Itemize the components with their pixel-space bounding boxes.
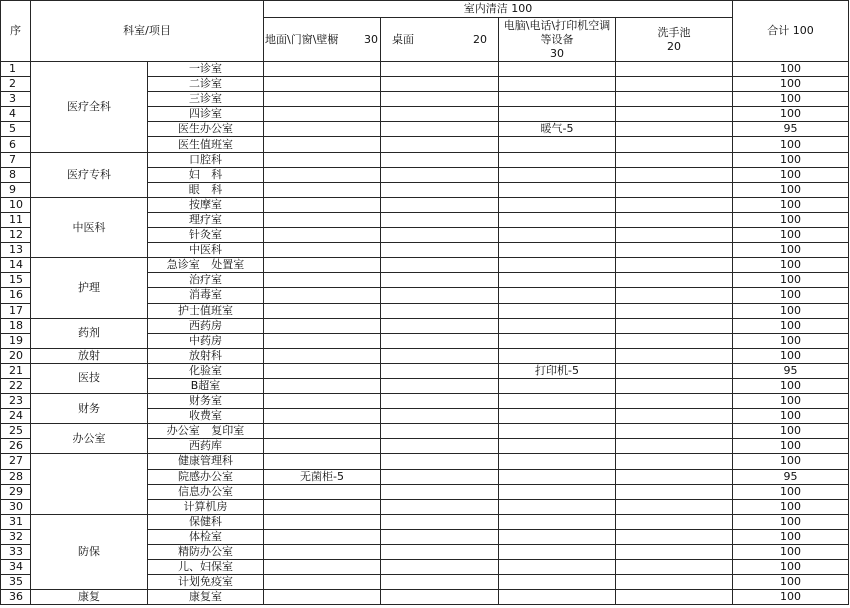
table-row [1,318,849,333]
total-score-cell: 100 [733,545,849,560]
total-score-cell: 95 [733,363,849,378]
desk-score-cell [381,424,499,439]
row-number-cell: 15 [1,273,31,288]
floor-door-cabinet-label: 地面\门窗\壁橱 [265,32,339,46]
room-cell: 理疗室 [148,212,264,227]
floor-door-cabinet-score-cell [264,152,381,167]
department-cell: 医疗全科 [31,62,148,153]
sink-score-cell [616,424,733,439]
sink-score-cell [616,545,733,560]
room-cell: 中医科 [148,243,264,258]
floor-door-cabinet-score-cell [264,318,381,333]
room-cell: 信息办公室 [148,484,264,499]
room-cell: 急诊室 处置室 [148,258,264,273]
floor-door-cabinet-score-cell [264,575,381,590]
desk-score-cell [381,243,499,258]
row-number-cell: 16 [1,288,31,303]
desk-score-cell [381,394,499,409]
total-score-cell: 100 [733,107,849,122]
desk-score-cell [381,152,499,167]
sink-header [616,18,733,62]
room-cell: 收费室 [148,409,264,424]
equipment-score-cell [499,107,616,122]
room-cell: 治疗室 [148,273,264,288]
sink-score-cell [616,167,733,182]
sink-score-cell [616,152,733,167]
equipment-header [499,18,616,62]
dept-item-header: 科室/项目 [31,1,264,62]
sink-score-cell [616,514,733,529]
floor-door-cabinet-score-cell [264,92,381,107]
room-cell: 放射科 [148,348,264,363]
sink-score-cell [616,303,733,318]
equipment-score-cell [499,545,616,560]
table-row [1,348,849,363]
equipment-points: 30 [550,46,564,60]
desk-header [381,18,499,62]
room-cell: 口腔科 [148,152,264,167]
row-number-cell: 27 [1,454,31,469]
total-score-cell: 100 [733,258,849,273]
desk-header-content [381,33,498,47]
row-number-cell: 30 [1,499,31,514]
desk-points: 20 [473,32,487,46]
desk-score-cell [381,409,499,424]
total-score-cell: 100 [733,182,849,197]
equipment-score-cell [499,318,616,333]
floor-door-cabinet-score-cell [264,197,381,212]
room-cell: 健康管理科 [148,454,264,469]
row-number-cell: 9 [1,182,31,197]
department-cell: 防保 [31,514,148,589]
equipment-score-cell [499,258,616,273]
equipment-score-cell [499,590,616,605]
total-score-cell: 100 [733,197,849,212]
table-header [1,1,849,62]
floor-door-cabinet-score-cell [264,514,381,529]
desk-score-cell [381,77,499,92]
desk-score-cell [381,378,499,393]
total-score-cell: 100 [733,394,849,409]
equipment-score-cell [499,228,616,243]
sink-score-cell [616,62,733,77]
sink-score-cell [616,409,733,424]
department-cell: 医技 [31,363,148,393]
desk-score-cell [381,514,499,529]
sink-score-cell [616,92,733,107]
sink-score-cell [616,212,733,227]
equipment-score-cell [499,212,616,227]
desk-score-cell [381,197,499,212]
floor-door-cabinet-score-cell [264,499,381,514]
row-number-cell: 5 [1,122,31,137]
department-cell: 财务 [31,394,148,424]
desk-score-cell [381,454,499,469]
floor-door-cabinet-score-cell [264,137,381,152]
room-cell: 计划免疫室 [148,575,264,590]
sink-score-cell [616,484,733,499]
row-number-cell: 6 [1,137,31,152]
total-score-cell: 100 [733,484,849,499]
desk-score-cell [381,228,499,243]
total-score-cell: 95 [733,469,849,484]
floor-door-cabinet-score-cell [264,62,381,77]
sink-score-cell [616,575,733,590]
room-cell: 三诊室 [148,92,264,107]
row-number-cell: 29 [1,484,31,499]
floor-door-cabinet-score-cell: 无菌柜-5 [264,469,381,484]
equipment-label: 电脑\电话\打印机空调 等设备 [503,18,611,46]
row-number-cell: 35 [1,575,31,590]
room-cell: 医生值班室 [148,137,264,152]
desk-score-cell [381,167,499,182]
equipment-score-cell [499,499,616,514]
department-cell [31,454,148,514]
row-number-cell: 20 [1,348,31,363]
row-number-cell: 22 [1,378,31,393]
total-score-cell: 100 [733,77,849,92]
equipment-score-cell [499,469,616,484]
row-number-cell: 12 [1,228,31,243]
room-cell: 护士值班室 [148,303,264,318]
floor-door-cabinet-score-cell [264,288,381,303]
sink-score-cell [616,560,733,575]
sink-score-cell [616,529,733,544]
equipment-score-cell [499,197,616,212]
room-cell: 计算机房 [148,499,264,514]
total-score-cell: 100 [733,167,849,182]
room-cell: 眼 科 [148,182,264,197]
row-number-cell: 24 [1,409,31,424]
table-row [1,454,849,469]
sink-score-cell [616,122,733,137]
total-score-cell: 100 [733,575,849,590]
desk-score-cell [381,348,499,363]
equipment-score-cell [499,62,616,77]
equipment-score-cell [499,288,616,303]
total-score-cell: 100 [733,288,849,303]
row-number-cell: 25 [1,424,31,439]
floor-door-cabinet-score-cell [264,107,381,122]
equipment-score-cell [499,273,616,288]
equipment-score-cell [499,243,616,258]
row-number-cell: 26 [1,439,31,454]
sink-score-cell [616,439,733,454]
sink-score-cell [616,318,733,333]
sink-score-cell [616,77,733,92]
floor-door-cabinet-score-cell [264,378,381,393]
department-cell: 办公室 [31,424,148,454]
total-score-cell: 100 [733,152,849,167]
equipment-score-cell: 暖气-5 [499,122,616,137]
sink-score-cell [616,333,733,348]
floor-door-cabinet-score-cell [264,228,381,243]
floor-door-cabinet-score-cell [264,590,381,605]
total-score-cell: 100 [733,499,849,514]
table-row [1,590,849,605]
floor-door-cabinet-header [264,18,381,62]
sink-score-cell [616,378,733,393]
floor-door-cabinet-score-cell [264,333,381,348]
floor-door-cabinet-score-cell [264,529,381,544]
row-number-cell: 8 [1,167,31,182]
total-score-cell: 100 [733,454,849,469]
room-cell: 按摩室 [148,197,264,212]
total-score-cell: 100 [733,590,849,605]
floor-door-cabinet-score-cell [264,303,381,318]
room-cell: 保健科 [148,514,264,529]
floor-door-cabinet-score-cell [264,258,381,273]
department-cell: 放射 [31,348,148,363]
desk-score-cell [381,590,499,605]
total-score-cell: 95 [733,122,849,137]
sink-score-cell [616,228,733,243]
floor-door-cabinet-points: 30 [364,32,378,46]
row-number-cell: 14 [1,258,31,273]
total-score-cell: 100 [733,62,849,77]
row-number-cell: 13 [1,243,31,258]
equipment-score-cell [499,409,616,424]
room-cell: 化验室 [148,363,264,378]
desk-score-cell [381,137,499,152]
room-cell: 财务室 [148,394,264,409]
table-row [1,514,849,529]
equipment-score-cell [499,303,616,318]
sink-score-cell [616,107,733,122]
desk-score-cell [381,575,499,590]
desk-score-cell [381,92,499,107]
desk-score-cell [381,288,499,303]
total-score-cell: 100 [733,439,849,454]
department-cell: 护理 [31,258,148,318]
row-number-cell: 21 [1,363,31,378]
row-number-cell: 3 [1,92,31,107]
floor-door-cabinet-score-cell [264,363,381,378]
floor-door-cabinet-score-cell [264,348,381,363]
room-cell: 办公室 复印室 [148,424,264,439]
desk-score-cell [381,273,499,288]
floor-door-cabinet-score-cell [264,243,381,258]
total-score-cell: 100 [733,560,849,575]
room-cell: 西药房 [148,318,264,333]
table-row [1,62,849,77]
desk-score-cell [381,545,499,560]
room-cell: 一诊室 [148,62,264,77]
total-score-cell: 100 [733,514,849,529]
seq-header: 序 [1,1,31,62]
room-cell: 西药库 [148,439,264,454]
department-cell: 康复 [31,590,148,605]
equipment-score-cell: 打印机-5 [499,363,616,378]
total-score-cell: 100 [733,228,849,243]
room-cell: 院感办公室 [148,469,264,484]
row-number-cell: 7 [1,152,31,167]
sink-score-cell [616,348,733,363]
department-cell: 药剂 [31,318,148,348]
department-cell: 医疗专科 [31,152,148,197]
header-row-1 [1,1,849,18]
equipment-score-cell [499,439,616,454]
total-score-cell: 100 [733,529,849,544]
equipment-score-cell [499,378,616,393]
floor-door-cabinet-header-content [264,33,380,47]
sink-score-cell [616,273,733,288]
desk-score-cell [381,62,499,77]
equipment-score-cell [499,167,616,182]
room-cell: B超室 [148,378,264,393]
desk-score-cell [381,122,499,137]
total-score-cell: 100 [733,333,849,348]
equipment-score-cell [499,333,616,348]
desk-score-cell [381,363,499,378]
room-cell: 体检室 [148,529,264,544]
equipment-score-cell [499,394,616,409]
sink-score-cell [616,499,733,514]
sink-score-cell [616,182,733,197]
floor-door-cabinet-score-cell [264,545,381,560]
floor-door-cabinet-score-cell [264,394,381,409]
desk-score-cell [381,484,499,499]
room-cell: 妇 科 [148,167,264,182]
total-score-cell: 100 [733,318,849,333]
room-cell: 二诊室 [148,77,264,92]
desk-score-cell [381,560,499,575]
row-number-cell: 34 [1,560,31,575]
row-number-cell: 17 [1,303,31,318]
floor-door-cabinet-score-cell [264,424,381,439]
total-header: 合计 100 [733,1,849,62]
floor-door-cabinet-score-cell [264,409,381,424]
total-score-cell: 100 [733,92,849,107]
total-score-cell: 100 [733,137,849,152]
row-number-cell: 1 [1,62,31,77]
equipment-score-cell [499,77,616,92]
table-row [1,197,849,212]
total-score-cell: 100 [733,273,849,288]
table-row [1,258,849,273]
equipment-score-cell [499,560,616,575]
desk-score-cell [381,258,499,273]
sink-score-cell [616,363,733,378]
table-row [1,152,849,167]
sink-score-cell [616,197,733,212]
table-row [1,424,849,439]
desk-score-cell [381,107,499,122]
total-score-cell: 100 [733,378,849,393]
total-score-cell: 100 [733,243,849,258]
desk-score-cell [381,499,499,514]
desk-score-cell [381,212,499,227]
floor-door-cabinet-score-cell [264,484,381,499]
sink-score-cell [616,288,733,303]
floor-door-cabinet-score-cell [264,454,381,469]
sink-label: 洗手池 [657,25,691,39]
row-number-cell: 4 [1,107,31,122]
equipment-score-cell [499,575,616,590]
sink-score-cell [616,590,733,605]
room-cell: 康复室 [148,590,264,605]
floor-door-cabinet-score-cell [264,167,381,182]
floor-door-cabinet-score-cell [264,560,381,575]
floor-door-cabinet-score-cell [264,273,381,288]
row-number-cell: 18 [1,318,31,333]
sink-score-cell [616,394,733,409]
equipment-score-cell [499,424,616,439]
sink-score-cell [616,258,733,273]
total-score-cell: 100 [733,303,849,318]
equipment-score-cell [499,152,616,167]
desk-score-cell [381,303,499,318]
room-cell: 医生办公室 [148,122,264,137]
equipment-score-cell [499,348,616,363]
room-cell: 消毒室 [148,288,264,303]
table-row [1,394,849,409]
equipment-score-cell [499,484,616,499]
row-number-cell: 2 [1,77,31,92]
room-cell: 精防办公室 [148,545,264,560]
department-cell: 中医科 [31,197,148,257]
row-number-cell: 23 [1,394,31,409]
row-number-cell: 19 [1,333,31,348]
total-score-cell: 100 [733,424,849,439]
equipment-score-cell [499,514,616,529]
indoor-cleaning-header: 室内清洁 100 [264,1,733,18]
room-cell: 儿、妇保室 [148,560,264,575]
desk-score-cell [381,333,499,348]
table-body [1,62,849,605]
row-number-cell: 10 [1,197,31,212]
row-number-cell: 32 [1,529,31,544]
desk-score-cell [381,469,499,484]
desk-score-cell [381,318,499,333]
desk-label: 桌面 [392,32,414,46]
room-cell: 中药房 [148,333,264,348]
sink-score-cell [616,454,733,469]
floor-door-cabinet-score-cell [264,182,381,197]
desk-score-cell [381,182,499,197]
total-score-cell: 100 [733,348,849,363]
row-number-cell: 33 [1,545,31,560]
total-score-cell: 100 [733,212,849,227]
table-row [1,363,849,378]
floor-door-cabinet-score-cell [264,77,381,92]
equipment-score-cell [499,454,616,469]
room-cell: 四诊室 [148,107,264,122]
sink-points: 20 [667,39,681,53]
row-number-cell: 31 [1,514,31,529]
equipment-score-cell [499,92,616,107]
row-number-cell: 28 [1,469,31,484]
floor-door-cabinet-score-cell [264,122,381,137]
equipment-score-cell [499,529,616,544]
floor-door-cabinet-score-cell [264,212,381,227]
desk-score-cell [381,529,499,544]
total-score-cell: 100 [733,409,849,424]
sink-score-cell [616,469,733,484]
sink-score-cell [616,243,733,258]
sink-score-cell [616,137,733,152]
row-number-cell: 36 [1,590,31,605]
equipment-score-cell [499,137,616,152]
floor-door-cabinet-score-cell [264,439,381,454]
room-cell: 针灸室 [148,228,264,243]
desk-score-cell [381,439,499,454]
equipment-score-cell [499,182,616,197]
row-number-cell: 11 [1,212,31,227]
